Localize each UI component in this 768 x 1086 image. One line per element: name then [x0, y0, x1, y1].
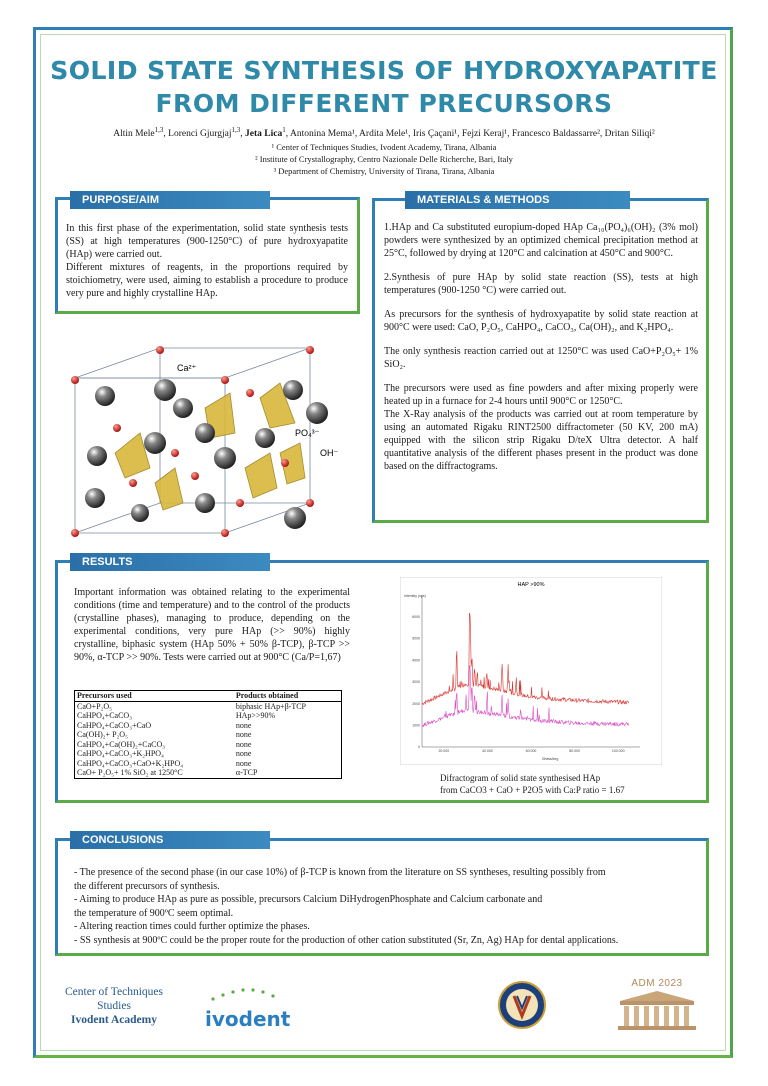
conclusions-text: - The presence of the second phase (in our case 10%) of β-TCP is known from the literature on SS syntheses, resulting possibly from the different precursors of synthesis. - Aiming to produce HAp as pure as possible, precursors Calcium DiHydrogenPhosphate and Calcium carbonate and the temperature of 900ºC seem optimal. - Altering reaction times could further optimize the phases. - SS synthesis at 900ºC could be the proper route for the production of other cation substituted (Sr, Zn, Ag) HAp for dental applications.	[74, 867, 619, 946]
table-header-products: Products obtained	[234, 691, 342, 702]
methods-text: 1.HAp and Ca substituted europium-doped HAp Ca₁₀(PO₄)₆(OH)₂ (3% mol) powders were synthesized by an optimized chemical precipitation method at 25°C, followed by drying at 120°C and calcination at 450°C and 900°C. 2.Synthesis of pure HAp by solid state reaction (SS), tests at high temperatures (900-1250 °C) were carried out. As precursors for the synthesis of hydroxyapatite by solid state reaction at 900°C were used: CaO, P₂O₅, CaHPO₄, CaCO₃, Ca(OH)₂, and K₂HPO₄. The only synthesis reaction carried out at 1250°C was used CaO+P₂O₅+ 1% SiO₂. The precursors were used as fine powders and after mixing properly were heated up in a furnace for 2-4 hours until 900°C or 1250°C. The X-Ray analysis of the products was carried out at room temperature by using an automated Rigaku RINT2500 diffractometer (50 KV, 200 mA) equipped with the silicon strip Rigaku D/teX Ultra detector. A half quantitative analysis of the different phases present in the product was done based on the diffractograms.	[384, 222, 698, 472]
x-tick-label: 20.000	[438, 749, 450, 753]
conclusions-heading: CONCLUSIONS	[70, 831, 270, 849]
precursors-table	[74, 690, 342, 779]
affiliation-3: ³ Department of Chemistry, University of Tirana, Tirana, Albania	[273, 166, 495, 176]
table-row	[75, 740, 342, 750]
x-tick-label: 40.000	[482, 749, 493, 753]
university-seal-icon	[497, 980, 547, 1030]
table-cell-product: none	[235, 758, 252, 768]
x-tick-label: 100.000	[611, 749, 625, 753]
y-tick-label: 1000	[412, 723, 420, 728]
table-row	[75, 730, 342, 740]
ivodent-wordmark: ivodent	[205, 1007, 291, 1031]
chart-caption: Difractogram of solid state synthesised HAp from CaCO3 + CaO + P2O5 with Ca:P ratio = 1.67	[440, 773, 625, 795]
po4-label: PO₄³⁻	[295, 428, 320, 438]
table-cell-product: none	[235, 730, 252, 739]
authors: Altin Mele$^{1,3}$, Lorenci Gjurgjaj$^{1,3}$, Jeta Lica$^1$, Antonina Mema¹, Ardita Mele¹, Iris Çaçani¹, Fejzi Keraj¹, Francesco Baldassarre², Dritan Siliqi²	[113, 126, 655, 140]
results-text: Important information was obtained relating to the experimental conditions (time and temperature) and to the control of the products (crystalline phases), managing to produce, depending on the experimental conditions, very pure HAp (>> 90%) highly crystalline, biphasic system (HAp 50% + 50% β-TCP), β-TCP >> 90%, α-TCP >> 90%. Tests were carried out at 900°C (Ca/P=1,67)	[74, 587, 350, 663]
ca-label: Ca²⁺	[177, 363, 197, 373]
title-line-1: SOLID STATE SYNTHESIS OF HYDROXYAPATITE	[40, 55, 728, 87]
table-cell-precursor: CaHPO₄+CaCO₃+CaO+K₂HPO₄	[77, 758, 184, 768]
y-tick-label: 2000	[412, 701, 420, 706]
table-cell-precursor: Ca(OH)₂+ P₂O₅	[77, 730, 128, 739]
table-cell-product: HAp>>90%	[235, 711, 276, 720]
table-row	[75, 711, 342, 721]
ivodent-logo	[205, 985, 295, 1030]
table-header-precursors: Precursors used	[75, 691, 234, 702]
table-row	[75, 768, 342, 778]
methods-heading: MATERIALS & METHODS	[405, 191, 630, 209]
temple-icon	[612, 989, 702, 1031]
crystal-structure-illustration	[55, 338, 375, 548]
y-tick-label: 3000	[412, 680, 420, 685]
y-tick-label: 6000	[412, 614, 420, 619]
purpose-text: In this first phase of the experimentation, solid state synthesis tests (SS) at high temperatures (900-1250°C) of pure hydroxyapatite (HAp) were carried out. Different mixtures of reagents, in the proportions required by stoichiometry, were used, aiming to establish a procedure to produce very pure and highly crystalline HAp.	[66, 223, 348, 299]
y-tick-label: 4000	[412, 658, 420, 663]
table-cell-precursor: CaHPO₄+Ca(OH)₂+CaCO₃	[77, 739, 166, 749]
table-cell-precursor: CaO+P₂O₅	[77, 701, 112, 711]
table-row	[75, 701, 342, 711]
affiliation-2: ² Institute of Crystallography, Centro Nazionale Delle Richerche, Bari, Italy	[255, 154, 513, 164]
table-row	[75, 749, 342, 759]
adm-logo	[612, 978, 702, 1033]
table-row	[75, 759, 342, 769]
chart-xlabel: 2theta/deg	[541, 757, 559, 761]
chart-title: HAP >90%	[517, 582, 545, 588]
table-cell-precursor: CaO+ P₂O₅+ 1% SiO₂ at 1250°C	[77, 768, 183, 777]
oh-label: OH⁻	[320, 448, 339, 458]
table-cell-precursor: CaHPO₄+CaCO₃+K₂HPO₄	[77, 749, 164, 758]
table-cell-product: none	[235, 739, 252, 749]
diffractogram-chart	[400, 577, 662, 765]
table-cell-product: biphasic HAp+β-TCP	[235, 701, 307, 711]
results-heading: RESULTS	[70, 553, 270, 571]
purpose-heading: PURPOSE/AIM	[70, 191, 270, 209]
table-row	[75, 721, 342, 731]
x-tick-label: 60.000	[525, 749, 537, 753]
table-cell-precursor: CaHPO₄+CaCO₃+CaO	[77, 720, 152, 730]
y-tick-label: 5000	[412, 636, 420, 641]
ivodent-dots-icon	[205, 985, 295, 1003]
cts-logo-text: Center of Techniques Studies Ivodent Academy	[65, 986, 163, 1026]
y-tick-label: 0	[418, 745, 420, 750]
adm-wordmark: ADM 2023	[631, 978, 683, 989]
table-cell-product: none	[235, 749, 252, 758]
x-tick-label: 80.000	[569, 749, 580, 753]
table-cell-precursor: CaHPO₄+CaCO₃	[77, 711, 132, 720]
affiliation-1: ¹ Center of Techniques Studies, Ivodent Academy, Tirana, Albania	[271, 142, 497, 152]
table-cell-product: α-TCP	[235, 768, 258, 777]
table-cell-product: none	[235, 720, 252, 730]
title-line-2: FROM DIFFERENT PRECURSORS	[155, 89, 613, 118]
chart-ylabel: Intensity (cps)	[404, 594, 426, 598]
